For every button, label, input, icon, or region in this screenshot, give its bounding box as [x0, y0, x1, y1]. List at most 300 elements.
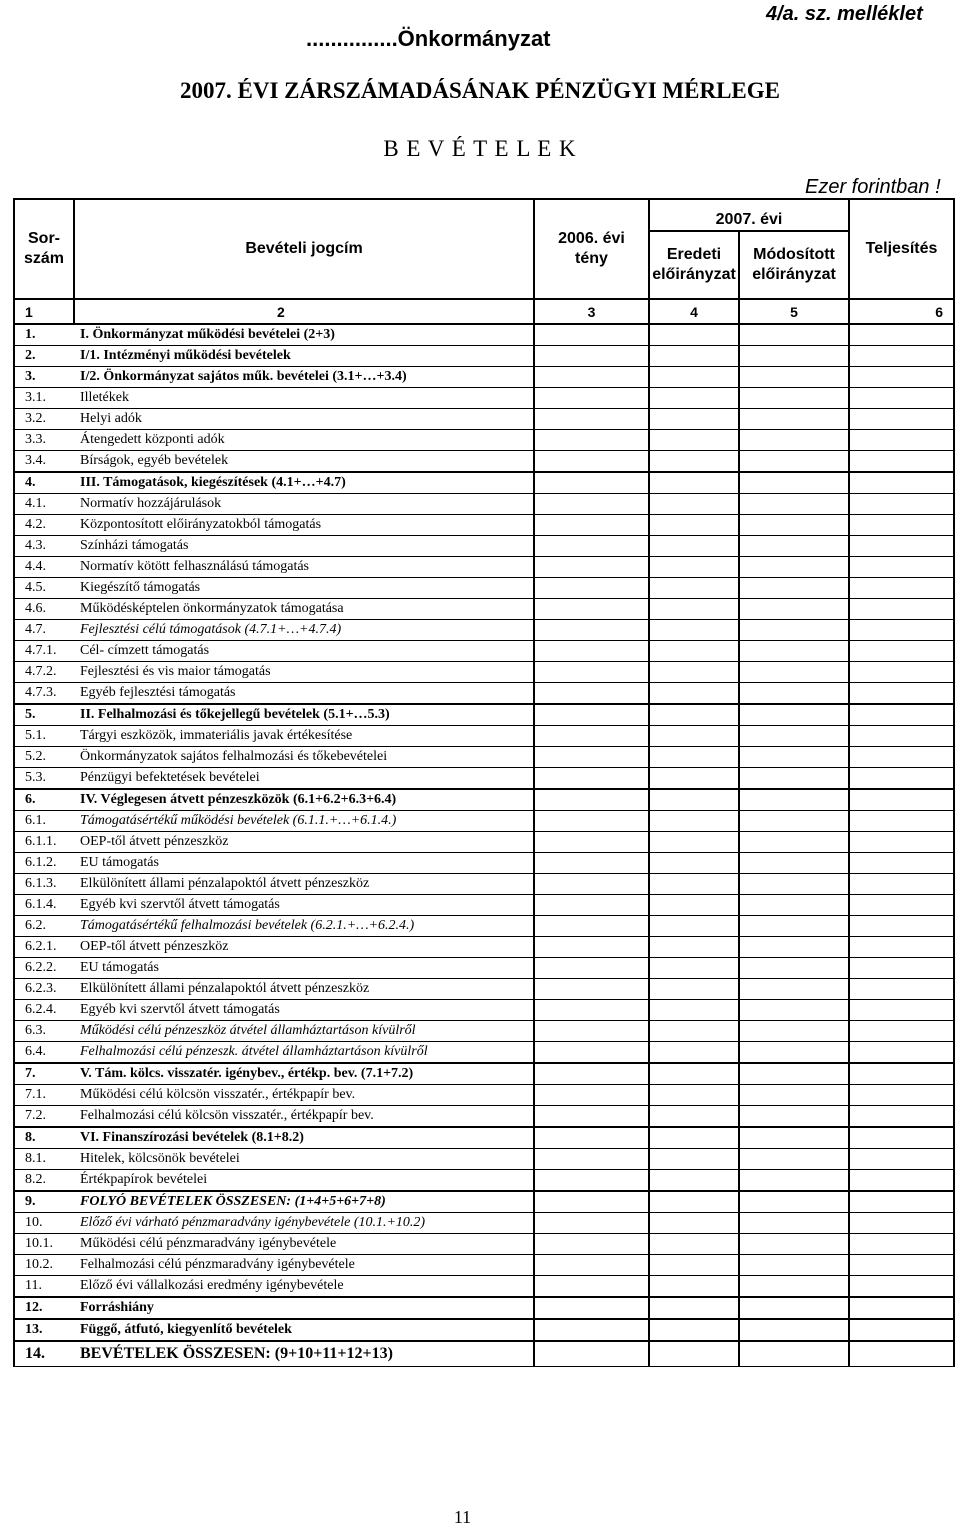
value-cell: [739, 620, 849, 641]
row-label: III. Támogatások, kiegészítések (4.1+…+4.7): [74, 472, 534, 494]
row-label: Fejlesztési célú támogatások (4.7.1+…+4.7.4): [74, 620, 534, 641]
table-row: [14, 1234, 954, 1255]
row-label: Átengedett központi adók: [74, 430, 534, 451]
value-cell: [534, 367, 649, 388]
value-cell: [649, 494, 739, 515]
table-row: [14, 641, 954, 662]
table-row: [14, 409, 954, 430]
value-cell: [739, 853, 849, 874]
value-cell: [849, 916, 954, 937]
value-cell: [849, 768, 954, 790]
value-cell: [739, 1149, 849, 1170]
table-row: [14, 620, 954, 641]
value-cell: [649, 768, 739, 790]
value-cell: [534, 1234, 649, 1255]
value-cell: [739, 1170, 849, 1192]
row-label: Forráshiány: [74, 1297, 534, 1319]
row-number: 6.2.2.: [14, 958, 74, 979]
value-cell: [849, 430, 954, 451]
row-number: 7.: [14, 1063, 74, 1085]
value-cell: [649, 620, 739, 641]
row-number: 1.: [14, 324, 74, 346]
table-row: [14, 599, 954, 620]
table-row: [14, 451, 954, 473]
row-label: Színházi támogatás: [74, 536, 534, 557]
unit-note: Ezer forintban !: [805, 176, 941, 198]
row-number: 4.3.: [14, 536, 74, 557]
row-number: 4.1.: [14, 494, 74, 515]
value-cell: [534, 1085, 649, 1106]
value-cell: [534, 1319, 649, 1341]
table-row: [14, 346, 954, 367]
table-row: [14, 1319, 954, 1341]
value-cell: [739, 641, 849, 662]
value-cell: [534, 704, 649, 726]
value-cell: [534, 1000, 649, 1021]
row-label: Fejlesztési és vis maior támogatás: [74, 662, 534, 683]
value-cell: [534, 515, 649, 536]
row-number: 5.3.: [14, 768, 74, 790]
value-cell: [849, 472, 954, 494]
value-cell: [534, 811, 649, 832]
value-cell: [849, 895, 954, 916]
value-cell: [649, 853, 739, 874]
row-number: 6.2.4.: [14, 1000, 74, 1021]
value-cell: [849, 747, 954, 768]
table-row: [14, 704, 954, 726]
header-2006-teny-text: 2006. évi tény: [558, 230, 625, 267]
value-cell: [534, 683, 649, 705]
value-cell: [739, 1276, 849, 1298]
row-label: Normatív kötött felhasználású támogatás: [74, 557, 534, 578]
value-cell: [534, 1276, 649, 1298]
row-label: Támogatásértékű felhalmozási bevételek (6.2.1.+…+6.2.4.): [74, 916, 534, 937]
value-cell: [534, 430, 649, 451]
value-cell: [739, 1127, 849, 1149]
table-row: [14, 388, 954, 409]
row-number: 6.2.: [14, 916, 74, 937]
value-cell: [849, 599, 954, 620]
colnum-1: 1: [14, 299, 74, 324]
row-label: Működési célú kölcsön visszatér., értékpapír bev.: [74, 1085, 534, 1106]
value-cell: [739, 515, 849, 536]
value-cell: [739, 1063, 849, 1085]
value-cell: [649, 1255, 739, 1276]
value-cell: [849, 557, 954, 578]
table-row: [14, 937, 954, 958]
page-title: 2007. ÉVI ZÁRSZÁMADÁSÁNAK PÉNZÜGYI MÉRLEGE: [180, 78, 780, 103]
table-row: [14, 1213, 954, 1234]
row-label: Felhalmozási célú pénzeszk. átvétel államháztartáson kívülről: [74, 1042, 534, 1064]
value-cell: [534, 1170, 649, 1192]
value-cell: [739, 451, 849, 473]
value-cell: [739, 1319, 849, 1341]
value-cell: [849, 1319, 954, 1341]
row-label: Helyi adók: [74, 409, 534, 430]
value-cell: [739, 1085, 849, 1106]
row-number: 7.1.: [14, 1085, 74, 1106]
row-label: EU támogatás: [74, 853, 534, 874]
header-modositott-text: Módosított előirányzat: [752, 246, 836, 283]
row-number: 6.1.2.: [14, 853, 74, 874]
table-row: [14, 726, 954, 747]
row-number: 4.7.1.: [14, 641, 74, 662]
colnum-2: 2: [74, 299, 534, 324]
row-number: 5.2.: [14, 747, 74, 768]
value-cell: [849, 704, 954, 726]
value-cell: [649, 811, 739, 832]
table-row: [14, 1170, 954, 1192]
row-number: 5.1.: [14, 726, 74, 747]
value-cell: [739, 367, 849, 388]
value-cell: [534, 599, 649, 620]
value-cell: [649, 1063, 739, 1085]
value-cell: [739, 430, 849, 451]
value-cell: [534, 346, 649, 367]
value-cell: [739, 832, 849, 853]
value-cell: [739, 409, 849, 430]
value-cell: [649, 1042, 739, 1064]
value-cell: [739, 472, 849, 494]
value-cell: [739, 662, 849, 683]
value-cell: [649, 578, 739, 599]
value-cell: [739, 388, 849, 409]
row-number: 4.2.: [14, 515, 74, 536]
row-label: I/1. Intézményi működési bevételek: [74, 346, 534, 367]
value-cell: [849, 324, 954, 346]
value-cell: [649, 515, 739, 536]
row-number: 2.: [14, 346, 74, 367]
row-label: FOLYÓ BEVÉTELEK ÖSSZESEN: (1+4+5+6+7+8): [74, 1191, 534, 1213]
table-row: [14, 557, 954, 578]
row-label: Működési célú pénzeszköz átvétel államháztartáson kívülről: [74, 1021, 534, 1042]
row-number: 6.1.3.: [14, 874, 74, 895]
value-cell: [534, 979, 649, 1000]
value-cell: [739, 895, 849, 916]
value-cell: [649, 747, 739, 768]
value-cell: [534, 937, 649, 958]
table-row: [14, 515, 954, 536]
row-label: Egyéb kvi szervtől átvett támogatás: [74, 895, 534, 916]
value-cell: [849, 367, 954, 388]
value-cell: [649, 346, 739, 367]
value-cell: [649, 430, 739, 451]
row-number: 14.: [14, 1341, 74, 1367]
value-cell: [739, 874, 849, 895]
value-cell: [534, 641, 649, 662]
value-cell: [534, 409, 649, 430]
row-label: Bírságok, egyéb bevételek: [74, 451, 534, 473]
value-cell: [534, 874, 649, 895]
value-cell: [739, 1106, 849, 1128]
table-row: [14, 768, 954, 790]
value-cell: [534, 1297, 649, 1319]
value-cell: [534, 1191, 649, 1213]
value-cell: [649, 557, 739, 578]
value-cell: [534, 853, 649, 874]
value-cell: [649, 789, 739, 811]
value-cell: [649, 1213, 739, 1234]
value-cell: [739, 1021, 849, 1042]
row-label: Önkormányzatok sajátos felhalmozási és tőkebevételei: [74, 747, 534, 768]
header-modositott: [739, 231, 849, 299]
value-cell: [849, 1063, 954, 1085]
value-cell: [534, 494, 649, 515]
value-cell: [649, 1000, 739, 1021]
value-cell: [534, 1106, 649, 1128]
table-row: [14, 1000, 954, 1021]
row-label: BEVÉTELEK ÖSSZESEN: (9+10+11+12+13): [74, 1341, 534, 1367]
row-number: 6.3.: [14, 1021, 74, 1042]
row-label: Felhalmozási célú kölcsön visszatér., értékpapír bev.: [74, 1106, 534, 1128]
row-number: 4.7.: [14, 620, 74, 641]
row-label: Működési célú pénzmaradvány igénybevétele: [74, 1234, 534, 1255]
table-row: [14, 1149, 954, 1170]
row-label: Működésképtelen önkormányzatok támogatása: [74, 599, 534, 620]
table-row: [14, 1276, 954, 1298]
municipality-title: ...............Önkormányzat: [306, 26, 551, 51]
table-row: [14, 367, 954, 388]
table-row: [14, 430, 954, 451]
row-label: Kiegészítő támogatás: [74, 578, 534, 599]
value-cell: [739, 1000, 849, 1021]
value-cell: [849, 853, 954, 874]
value-cell: [534, 1255, 649, 1276]
value-cell: [649, 832, 739, 853]
table-row: [14, 789, 954, 811]
header-eredeti-text: Eredeti előirányzat: [652, 246, 736, 283]
colnum-5: 5: [739, 299, 849, 324]
table-row: [14, 1085, 954, 1106]
row-label: II. Felhalmozási és tőkejellegű bevételek (5.1+…5.3): [74, 704, 534, 726]
header-2007: 2007. évi: [649, 199, 849, 231]
table-row: [14, 1042, 954, 1064]
value-cell: [649, 937, 739, 958]
value-cell: [849, 536, 954, 557]
row-number: 4.4.: [14, 557, 74, 578]
table-row: [14, 472, 954, 494]
table-row: [14, 578, 954, 599]
row-label: Pénzügyi befektetések bevételei: [74, 768, 534, 790]
row-label: IV. Véglegesen átvett pénzeszközök (6.1+6.2+6.3+6.4): [74, 789, 534, 811]
table-row: [14, 683, 954, 705]
value-cell: [649, 683, 739, 705]
row-label: Elkülönített állami pénzalapoktól átvett pénzeszköz: [74, 874, 534, 895]
table-row: [14, 916, 954, 937]
row-label: Értékpapírok bevételei: [74, 1170, 534, 1192]
value-cell: [739, 1213, 849, 1234]
value-cell: [849, 1149, 954, 1170]
value-cell: [534, 1127, 649, 1149]
value-cell: [534, 1042, 649, 1064]
row-number: 10.: [14, 1213, 74, 1234]
row-label: OEP-től átvett pénzeszköz: [74, 937, 534, 958]
value-cell: [849, 1276, 954, 1298]
row-label: Egyéb kvi szervtől átvett támogatás: [74, 1000, 534, 1021]
table-row: [14, 1255, 954, 1276]
row-number: 3.4.: [14, 451, 74, 473]
row-number: 7.2.: [14, 1106, 74, 1128]
value-cell: [849, 578, 954, 599]
table-row: [14, 1341, 954, 1367]
row-number: 6.2.3.: [14, 979, 74, 1000]
table-row: [14, 1127, 954, 1149]
value-cell: [534, 620, 649, 641]
row-number: 3.: [14, 367, 74, 388]
row-label: V. Tám. kölcs. visszatér. igénybev., értékp. bev. (7.1+7.2): [74, 1063, 534, 1085]
value-cell: [649, 388, 739, 409]
value-cell: [534, 916, 649, 937]
row-label: Elkülönített állami pénzalapoktól átvett pénzeszköz: [74, 979, 534, 1000]
row-label: Egyéb fejlesztési támogatás: [74, 683, 534, 705]
row-number: 6.1.4.: [14, 895, 74, 916]
value-cell: [649, 979, 739, 1000]
value-cell: [649, 1085, 739, 1106]
value-cell: [849, 1127, 954, 1149]
table-row: [14, 747, 954, 768]
value-cell: [739, 324, 849, 346]
value-cell: [849, 641, 954, 662]
row-number: 6.: [14, 789, 74, 811]
value-cell: [649, 1319, 739, 1341]
value-cell: [649, 726, 739, 747]
value-cell: [649, 1297, 739, 1319]
value-cell: [534, 557, 649, 578]
value-cell: [739, 557, 849, 578]
header-teljesites: Teljesítés: [849, 199, 954, 299]
table-row: [14, 662, 954, 683]
value-cell: [739, 747, 849, 768]
row-number: 6.4.: [14, 1042, 74, 1064]
table-row: [14, 979, 954, 1000]
row-label: Központosított előirányzatokból támogatás: [74, 515, 534, 536]
value-cell: [739, 346, 849, 367]
row-number: 10.1.: [14, 1234, 74, 1255]
table-row: [14, 958, 954, 979]
value-cell: [849, 1021, 954, 1042]
value-cell: [534, 726, 649, 747]
value-cell: [739, 1341, 849, 1367]
value-cell: [849, 1297, 954, 1319]
value-cell: [849, 1191, 954, 1213]
row-label: OEP-től átvett pénzeszköz: [74, 832, 534, 853]
value-cell: [849, 683, 954, 705]
value-cell: [739, 494, 849, 515]
value-cell: [534, 1149, 649, 1170]
value-cell: [849, 451, 954, 473]
value-cell: [649, 1149, 739, 1170]
value-cell: [849, 409, 954, 430]
row-number: 13.: [14, 1319, 74, 1341]
value-cell: [849, 1085, 954, 1106]
value-cell: [739, 958, 849, 979]
value-cell: [739, 578, 849, 599]
section-subtitle: B E V É T E L E K: [383, 136, 577, 161]
value-cell: [534, 388, 649, 409]
value-cell: [739, 683, 849, 705]
row-number: 4.: [14, 472, 74, 494]
value-cell: [849, 346, 954, 367]
value-cell: [649, 704, 739, 726]
value-cell: [739, 916, 849, 937]
value-cell: [649, 599, 739, 620]
value-cell: [534, 1213, 649, 1234]
table-row: [14, 494, 954, 515]
value-cell: [849, 1106, 954, 1128]
value-cell: [534, 578, 649, 599]
row-label: Normatív hozzájárulások: [74, 494, 534, 515]
row-number: 8.: [14, 1127, 74, 1149]
value-cell: [649, 367, 739, 388]
table-row: [14, 1106, 954, 1128]
value-cell: [849, 494, 954, 515]
row-number: 3.1.: [14, 388, 74, 409]
value-cell: [849, 1170, 954, 1192]
row-number: 10.2.: [14, 1255, 74, 1276]
value-cell: [849, 811, 954, 832]
value-cell: [849, 1234, 954, 1255]
row-label: Függő, átfutó, kiegyenlítő bevételek: [74, 1319, 534, 1341]
row-number: 3.3.: [14, 430, 74, 451]
value-cell: [739, 768, 849, 790]
row-number: 6.2.1.: [14, 937, 74, 958]
row-label: Hitelek, kölcsönök bevételei: [74, 1149, 534, 1170]
value-cell: [649, 916, 739, 937]
value-cell: [649, 662, 739, 683]
value-cell: [849, 1341, 954, 1367]
row-label: VI. Finanszírozási bevételek (8.1+8.2): [74, 1127, 534, 1149]
value-cell: [534, 832, 649, 853]
value-cell: [849, 979, 954, 1000]
row-number: 4.7.3.: [14, 683, 74, 705]
value-cell: [739, 704, 849, 726]
colnum-6: 6: [849, 299, 954, 324]
value-cell: [739, 811, 849, 832]
page-number: 11: [453, 1507, 472, 1527]
value-cell: [849, 726, 954, 747]
table-row: [14, 832, 954, 853]
value-cell: [534, 1063, 649, 1085]
value-cell: [649, 1234, 739, 1255]
row-label: EU támogatás: [74, 958, 534, 979]
value-cell: [649, 1106, 739, 1128]
row-number: 6.1.1.: [14, 832, 74, 853]
table-row: [14, 1191, 954, 1213]
header-eredeti: [649, 231, 739, 299]
row-label: Felhalmozási célú pénzmaradvány igénybevétele: [74, 1255, 534, 1276]
value-cell: [849, 662, 954, 683]
value-cell: [739, 789, 849, 811]
value-cell: [739, 1042, 849, 1064]
value-cell: [739, 536, 849, 557]
value-cell: [534, 789, 649, 811]
colnum-3: 3: [534, 299, 649, 324]
row-number: 5.: [14, 704, 74, 726]
value-cell: [649, 1191, 739, 1213]
table-row: [14, 1021, 954, 1042]
value-cell: [649, 958, 739, 979]
value-cell: [739, 1255, 849, 1276]
row-label: Cél- címzett támogatás: [74, 641, 534, 662]
value-cell: [534, 958, 649, 979]
header-sorszam-text: Sor- szám: [23, 230, 65, 267]
value-cell: [739, 1234, 849, 1255]
colnum-4: 4: [649, 299, 739, 324]
value-cell: [849, 1000, 954, 1021]
value-cell: [649, 472, 739, 494]
row-label: I. Önkormányzat működési bevételei (2+3): [74, 324, 534, 346]
row-label: Előző évi vállalkozási eredmény igénybevétele: [74, 1276, 534, 1298]
